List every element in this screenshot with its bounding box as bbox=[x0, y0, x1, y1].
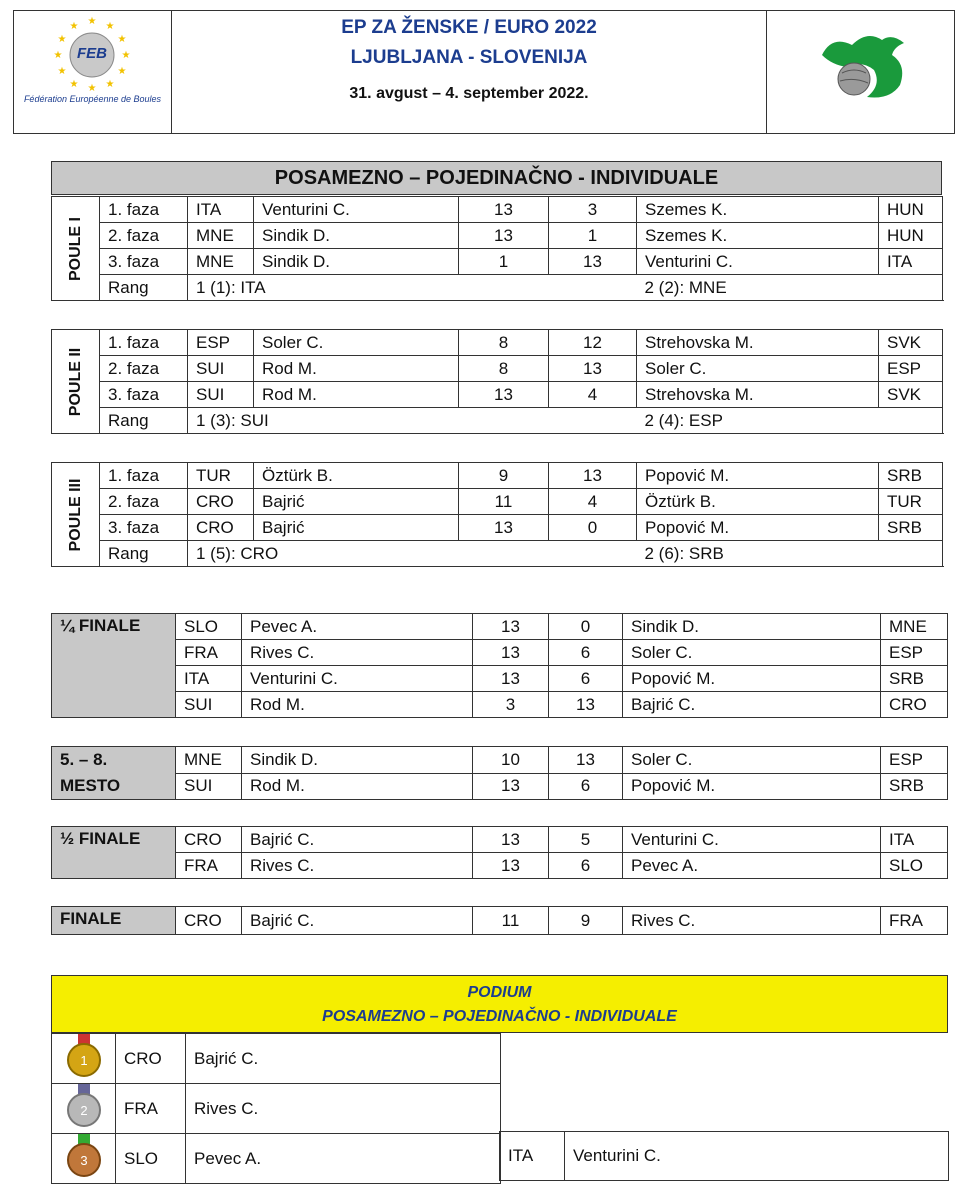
player-2: Szemes K. bbox=[637, 223, 879, 249]
score-1: 13 bbox=[473, 827, 549, 853]
player-1: Venturini C. bbox=[254, 197, 459, 223]
poule-label-cell bbox=[52, 330, 100, 434]
knockout-table bbox=[51, 826, 948, 879]
score-2: 3 bbox=[549, 197, 637, 223]
feb-logo-caption: Fédération Européenne de Boules bbox=[23, 94, 162, 104]
phase-cell: 3. faza bbox=[100, 382, 188, 408]
score-1: 8 bbox=[459, 330, 549, 356]
svg-text:★: ★ bbox=[69, 21, 79, 32]
score-1: 13 bbox=[473, 853, 549, 879]
phase-cell: 1. faza bbox=[100, 197, 188, 223]
match-row bbox=[52, 773, 948, 800]
country-1: CRO bbox=[188, 489, 254, 515]
country-1: MNE bbox=[188, 223, 254, 249]
svg-text:★: ★ bbox=[121, 50, 131, 61]
score-1: 13 bbox=[473, 640, 549, 666]
match-row bbox=[52, 907, 948, 935]
country-1: FRA bbox=[176, 853, 242, 879]
phase-cell: 3. faza bbox=[100, 515, 188, 541]
dragon-logo-cell bbox=[766, 11, 954, 133]
player-1: Soler C. bbox=[254, 330, 459, 356]
podium-country: SLO bbox=[116, 1134, 186, 1184]
player-2: Strehovska M. bbox=[637, 330, 879, 356]
country-2: SRB bbox=[879, 515, 943, 541]
ranking-row bbox=[52, 275, 943, 301]
score-2: 0 bbox=[549, 515, 637, 541]
country-1: SUI bbox=[176, 773, 242, 800]
score-1: 10 bbox=[473, 747, 549, 774]
country-2: ESP bbox=[881, 747, 948, 774]
country-1: FRA bbox=[176, 640, 242, 666]
svg-text:★: ★ bbox=[57, 34, 67, 45]
score-2: 6 bbox=[549, 773, 623, 800]
match-row bbox=[52, 463, 943, 489]
dragon-boules-logo-icon bbox=[812, 25, 912, 105]
match-row bbox=[52, 249, 943, 275]
poule-label: POULE I bbox=[66, 216, 84, 281]
country-2: SRB bbox=[881, 773, 948, 800]
round-label: FINALE bbox=[52, 907, 176, 935]
silver-medal-icon bbox=[52, 1084, 116, 1134]
ranking-row bbox=[52, 408, 943, 434]
player-2: Popović M. bbox=[623, 773, 881, 800]
podium-name: Rives C. bbox=[186, 1084, 501, 1134]
country-2: SRB bbox=[879, 463, 943, 489]
country-1: ITA bbox=[176, 666, 242, 692]
country-1: MNE bbox=[176, 747, 242, 774]
player-1: Venturini C. bbox=[242, 666, 473, 692]
country-2: MNE bbox=[881, 614, 948, 640]
player-1: Bajrić bbox=[254, 489, 459, 515]
round-label: ¼ FINALE bbox=[52, 614, 176, 718]
score-1: 13 bbox=[473, 666, 549, 692]
podium-subtitle: POSAMEZNO – POJEDINAČNO - INDIVIDUALE bbox=[322, 1008, 677, 1025]
player-1: Pevec A. bbox=[242, 614, 473, 640]
podium-country: ITA bbox=[500, 1132, 565, 1181]
country-2: SLO bbox=[881, 853, 948, 879]
country-1: ITA bbox=[188, 197, 254, 223]
player-2: Venturini C. bbox=[637, 249, 879, 275]
phase-cell: 2. faza bbox=[100, 489, 188, 515]
document-header bbox=[13, 10, 955, 134]
player-2: Sindik D. bbox=[623, 614, 881, 640]
score-2: 12 bbox=[549, 330, 637, 356]
country-2: HUN bbox=[879, 197, 943, 223]
podium-country: CRO bbox=[116, 1034, 186, 1084]
player-2: Strehovska M. bbox=[637, 382, 879, 408]
svg-text:★: ★ bbox=[87, 16, 97, 27]
match-row bbox=[52, 330, 943, 356]
match-row bbox=[52, 827, 948, 853]
score-2: 4 bbox=[549, 382, 637, 408]
country-1: CRO bbox=[176, 907, 242, 935]
score-2: 13 bbox=[549, 463, 637, 489]
svg-text:★: ★ bbox=[105, 21, 115, 32]
svg-text:★: ★ bbox=[53, 50, 63, 61]
score-2: 6 bbox=[549, 666, 623, 692]
player-1: Bajrić bbox=[254, 515, 459, 541]
player-1: Bajrić C. bbox=[242, 907, 473, 935]
svg-text:★: ★ bbox=[57, 66, 67, 77]
country-2: ESP bbox=[881, 640, 948, 666]
match-row bbox=[52, 515, 943, 541]
score-2: 5 bbox=[549, 827, 623, 853]
podium-country: FRA bbox=[116, 1084, 186, 1134]
event-location: LJUBLJANA - SLOVENIJA bbox=[350, 47, 588, 68]
score-1: 13 bbox=[473, 614, 549, 640]
score-2: 13 bbox=[549, 356, 637, 382]
player-1: Sindik D. bbox=[254, 249, 459, 275]
podium-name: Bajrić C. bbox=[186, 1034, 501, 1084]
score-2: 1 bbox=[549, 223, 637, 249]
country-2: FRA bbox=[881, 907, 948, 935]
score-2: 9 bbox=[549, 907, 623, 935]
score-2: 6 bbox=[549, 853, 623, 879]
score-1: 1 bbox=[459, 249, 549, 275]
ranking-label: Rang bbox=[100, 408, 188, 434]
player-2: Rives C. bbox=[623, 907, 881, 935]
match-row bbox=[52, 692, 948, 718]
event-dates: 31. avgust – 4. september 2022. bbox=[349, 85, 589, 102]
score-1: 9 bbox=[459, 463, 549, 489]
ranking-first: 1 (5): CRO bbox=[188, 541, 637, 567]
feb-logo-cell bbox=[14, 11, 172, 133]
svg-text:★: ★ bbox=[117, 66, 127, 77]
player-2: Popović M. bbox=[637, 515, 879, 541]
poule-table bbox=[51, 329, 943, 434]
score-1: 13 bbox=[459, 223, 549, 249]
podium-name: Pevec A. bbox=[186, 1134, 501, 1184]
match-row bbox=[52, 614, 948, 640]
event-title: EP ZA ŽENSKE / EURO 2022 bbox=[341, 17, 597, 38]
score-1: 3 bbox=[473, 692, 549, 718]
country-1: SUI bbox=[188, 382, 254, 408]
player-2: Popović M. bbox=[637, 463, 879, 489]
country-1: ESP bbox=[188, 330, 254, 356]
phase-cell: 2. faza bbox=[100, 356, 188, 382]
country-1: SLO bbox=[176, 614, 242, 640]
score-2: 13 bbox=[549, 692, 623, 718]
country-2: ESP bbox=[879, 356, 943, 382]
score-1: 13 bbox=[459, 515, 549, 541]
country-2: TUR bbox=[879, 489, 943, 515]
player-2: Bajrić C. bbox=[623, 692, 881, 718]
score-2: 0 bbox=[549, 614, 623, 640]
country-2: SRB bbox=[881, 666, 948, 692]
country-1: SUI bbox=[188, 356, 254, 382]
podium-row bbox=[52, 1084, 501, 1134]
score-1: 11 bbox=[473, 907, 549, 935]
header-title-block bbox=[171, 11, 767, 133]
country-2: HUN bbox=[879, 223, 943, 249]
country-1: SUI bbox=[176, 692, 242, 718]
player-1: Rives C. bbox=[242, 640, 473, 666]
svg-text:★: ★ bbox=[87, 83, 97, 91]
player-1: Rod M. bbox=[254, 382, 459, 408]
podium-header bbox=[51, 975, 948, 1033]
player-2: Soler C. bbox=[623, 640, 881, 666]
match-row bbox=[52, 489, 943, 515]
bronze-medal-icon bbox=[52, 1134, 116, 1184]
svg-text:★: ★ bbox=[69, 79, 79, 90]
score-2: 6 bbox=[549, 640, 623, 666]
score-1: 11 bbox=[459, 489, 549, 515]
ranking-first: 1 (3): SUI bbox=[188, 408, 637, 434]
player-2: Szemes K. bbox=[637, 197, 879, 223]
match-row bbox=[52, 356, 943, 382]
svg-text:2: 2 bbox=[79, 1103, 88, 1118]
round-label: ½ FINALE bbox=[52, 827, 176, 879]
match-row bbox=[52, 747, 948, 774]
player-1: Rod M. bbox=[242, 692, 473, 718]
knockout-table bbox=[51, 906, 948, 935]
poule-table bbox=[51, 196, 943, 301]
player-2: Öztürk B. bbox=[637, 489, 879, 515]
podium-table bbox=[51, 1033, 501, 1184]
ranking-label: Rang bbox=[100, 275, 188, 301]
score-1: 13 bbox=[459, 382, 549, 408]
svg-text:1: 1 bbox=[79, 1053, 88, 1068]
poule-label-cell bbox=[52, 197, 100, 301]
ranking-second: 2 (6): SRB bbox=[637, 541, 943, 567]
podium-title: PODIUM bbox=[467, 984, 532, 1001]
ranking-row bbox=[52, 541, 943, 567]
country-1: CRO bbox=[176, 827, 242, 853]
phase-cell: 2. faza bbox=[100, 223, 188, 249]
player-1: Sindik D. bbox=[254, 223, 459, 249]
phase-cell: 3. faza bbox=[100, 249, 188, 275]
match-row bbox=[52, 640, 948, 666]
country-2: ITA bbox=[881, 827, 948, 853]
score-1: 13 bbox=[473, 773, 549, 800]
podium-row bbox=[52, 1134, 501, 1184]
player-2: Pevec A. bbox=[623, 853, 881, 879]
player-1: Sindik D. bbox=[242, 747, 473, 774]
feb-logo-text: FEB bbox=[77, 45, 107, 62]
knockout-table bbox=[51, 746, 948, 800]
match-row bbox=[52, 223, 943, 249]
round-label: 5. – 8. MESTO bbox=[52, 747, 176, 800]
country-1: CRO bbox=[188, 515, 254, 541]
player-2: Soler C. bbox=[637, 356, 879, 382]
player-1: Rod M. bbox=[242, 773, 473, 800]
podium-shared-bronze bbox=[499, 1131, 949, 1181]
country-1: MNE bbox=[188, 249, 254, 275]
svg-text:3: 3 bbox=[79, 1153, 88, 1168]
poule-label: POULE III bbox=[66, 478, 84, 551]
score-1: 13 bbox=[459, 197, 549, 223]
score-1: 8 bbox=[459, 356, 549, 382]
player-1: Öztürk B. bbox=[254, 463, 459, 489]
podium-name: Venturini C. bbox=[565, 1132, 949, 1181]
poule-label: POULE II bbox=[66, 347, 84, 416]
phase-cell: 1. faza bbox=[100, 463, 188, 489]
score-2: 13 bbox=[549, 747, 623, 774]
country-2: ITA bbox=[879, 249, 943, 275]
score-2: 13 bbox=[549, 249, 637, 275]
country-1: TUR bbox=[188, 463, 254, 489]
country-2: SVK bbox=[879, 382, 943, 408]
score-2: 4 bbox=[549, 489, 637, 515]
phase-cell: 1. faza bbox=[100, 330, 188, 356]
player-1: Rod M. bbox=[254, 356, 459, 382]
player-1: Bajrić C. bbox=[242, 827, 473, 853]
poule-label-cell bbox=[52, 463, 100, 567]
ranking-second: 2 (4): ESP bbox=[637, 408, 943, 434]
ranking-first: 1 (1): ITA bbox=[188, 275, 637, 301]
player-2: Venturini C. bbox=[623, 827, 881, 853]
ranking-label: Rang bbox=[100, 541, 188, 567]
gold-medal-icon bbox=[52, 1034, 116, 1084]
country-2: CRO bbox=[881, 692, 948, 718]
player-2: Popović M. bbox=[623, 666, 881, 692]
svg-text:★: ★ bbox=[117, 34, 127, 45]
match-row bbox=[52, 666, 948, 692]
player-2: Soler C. bbox=[623, 747, 881, 774]
knockout-table bbox=[51, 613, 948, 718]
svg-text:★: ★ bbox=[105, 79, 115, 90]
poule-table bbox=[51, 462, 943, 567]
ranking-second: 2 (2): MNE bbox=[637, 275, 943, 301]
match-row bbox=[52, 382, 943, 408]
match-row bbox=[52, 197, 943, 223]
podium-row bbox=[52, 1034, 501, 1084]
country-2: SVK bbox=[879, 330, 943, 356]
section-banner: POSAMEZNO – POJEDINAČNO - INDIVIDUALE bbox=[51, 161, 942, 195]
match-row bbox=[52, 853, 948, 879]
player-1: Rives C. bbox=[242, 853, 473, 879]
